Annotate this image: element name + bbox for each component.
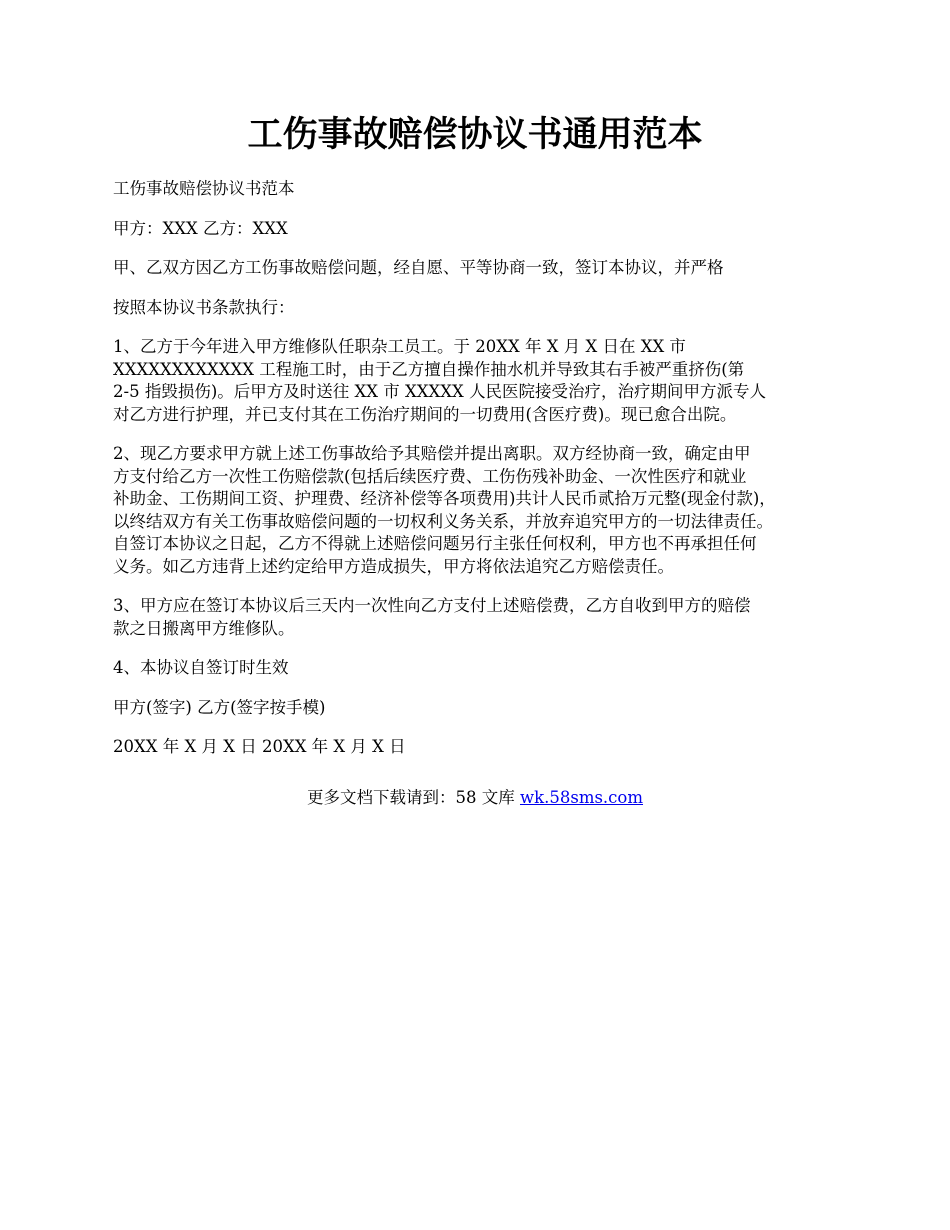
clause-3 [113, 595, 853, 640]
intro-line-1: 甲、乙双方因乙方工伤事故赔偿问题，经自愿、平等协商一致，签订本协议，并严格 [113, 258, 724, 277]
document-body [113, 178, 853, 776]
clause-1-line: 对乙方进行护理，并已支付其在工伤治疗期间的一切费用(含医疗费)。现已愈合出院。 [113, 404, 737, 424]
footer-prefix: 更多文档下载请到：58 文库 [306, 788, 520, 807]
subtitle: 工伤事故赔偿协议书范本 [113, 179, 295, 198]
parties-line: 甲方：XXX 乙方：XXX [113, 218, 288, 238]
clause-3-line: 3、甲方应在签订本协议后三天内一次性向乙方支付上述赔偿费，乙方自收到甲方的赔偿 [113, 596, 751, 615]
document-title: 工伤事故赔偿协议书通用范本 [247, 114, 703, 155]
clause-2-line: 义务。如乙方违背上述约定给甲方造成损失，甲方将依法追究乙方赔偿责任。 [113, 556, 674, 576]
intro-line-2: 按照本协议书条款执行： [113, 297, 295, 317]
footer [0, 787, 950, 810]
clause-3-line: 款之日搬离甲方维修队。 [113, 618, 295, 638]
clause-1 [113, 336, 853, 426]
clause-1-line: 1、乙方于今年进入甲方维修队任职杂工员工。于 20XX 年 X 月 X 日在 XX 市 [113, 337, 686, 356]
clause-2-line: 自签订本协议之日起，乙方不得就上述赔偿问题另行主张任何权利，甲方也不再承担任何 [113, 534, 757, 553]
clause-4: 4、本协议自签订时生效 [113, 658, 289, 677]
footer-link[interactable]: wk.58sms.com [519, 788, 643, 807]
signature-line: 甲方(签字) 乙方(签字按手模) [113, 697, 326, 717]
clause-2 [113, 443, 853, 578]
clause-1-line: XXXXXXXXXXXX 工程施工时，由于乙方擅自操作抽水机并导致其右手被严重挤伤(第 [113, 359, 745, 379]
clause-2-line: 方支付给乙方一次性工伤赔偿款(包括后续医疗费、工伤伤残补助金、一次性医疗和就业 [113, 466, 747, 486]
date-line: 20XX 年 X 月 X 日 20XX 年 X 月 X 日 [113, 737, 406, 756]
clause-2-line: 以终结双方有关工伤事故赔偿问题的一切权利义务关系，并放弃追究甲方的一切法律责任。 [113, 511, 773, 531]
clause-2-line: 补助金、工伤期间工资、护理费、经济补偿等各项费用)共计人民币贰拾万元整(现金付款)， [113, 489, 776, 508]
clause-1-line: 2-5 指毁损伤)。后甲方及时送往 XX 市 XXXXX 人民医院接受治疗，治疗期间甲方派专人 [113, 382, 766, 401]
clause-2-line: 2、现乙方要求甲方就上述工伤事故给予其赔偿并提出离职。双方经协商一致，确定由甲 [113, 444, 751, 463]
